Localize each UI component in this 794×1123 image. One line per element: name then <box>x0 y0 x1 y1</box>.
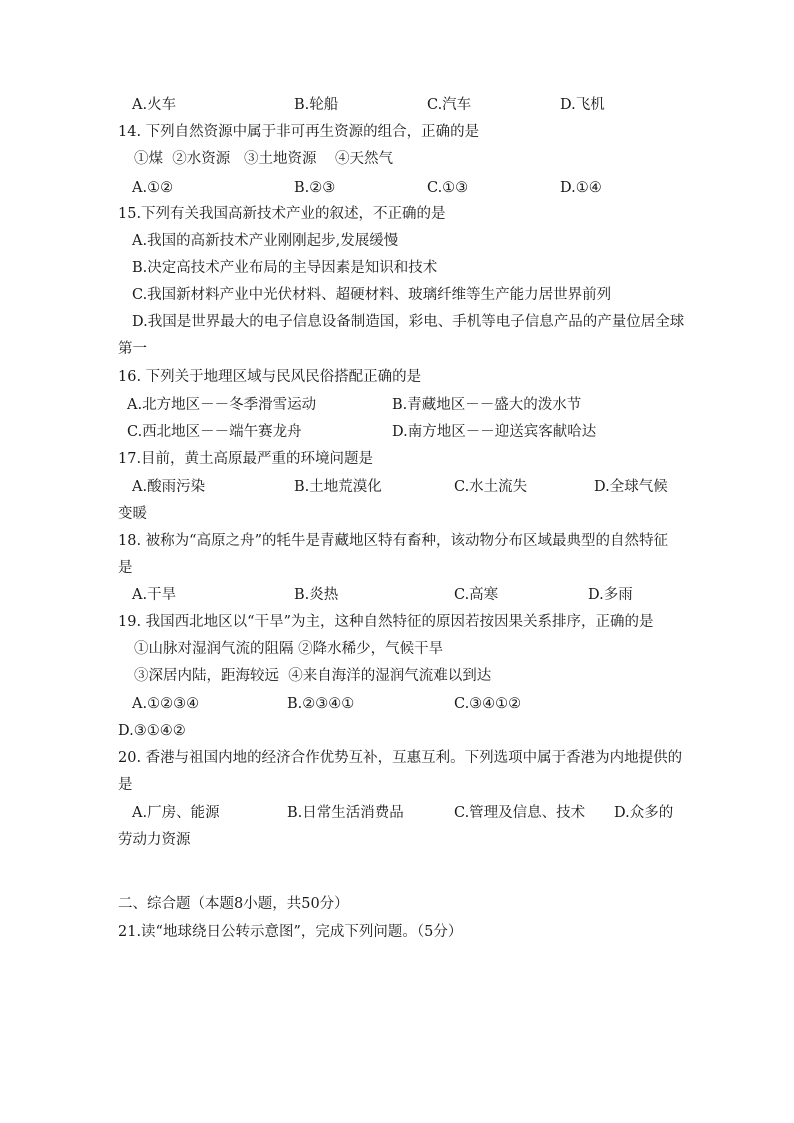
q17-continuation: 变暖 <box>118 506 147 522</box>
q20-option-b: B.日常生活消费品 <box>287 805 404 821</box>
q15-option-a: A.我国的高新技术产业刚刚起步,发展缓慢 <box>132 233 399 249</box>
q14-option-b: B.②③ <box>294 180 336 196</box>
q13-option-c: C.汽车 <box>427 97 472 113</box>
q17-option-d: D.全球气候 <box>594 479 668 495</box>
q13-option-a: A.火车 <box>132 97 177 113</box>
q19-item-line-1: ①山脉对湿润气流的阻隔 ②降水稀少，气候干旱 <box>134 641 444 657</box>
q17-option-a: A.酸雨污染 <box>132 479 206 495</box>
q16-option-d: D.南方地区－－迎送宾客献哈达 <box>392 424 597 440</box>
q16-stem: 16. 下列关于地理区域与民风民俗搭配正确的是 <box>118 369 422 385</box>
q14-option-c: C.①③ <box>427 180 469 196</box>
q20-option-d: D.众多的 <box>614 805 674 821</box>
q18-stem: 18. 被称为“高原之舟”的牦牛是青藏地区特有畜种，该动物分布区域最典型的自然特征 <box>118 533 668 549</box>
q18-continuation: 是 <box>118 560 133 576</box>
q20-option-a: A.厂房、能源 <box>132 805 220 821</box>
q14-option-d: D.①④ <box>560 180 602 196</box>
q15-stem: 15.下列有关我国高新技术产业的叙述，不正确的是 <box>118 206 446 222</box>
q20-stem: 20. 香港与祖国内地的经济合作优势互补，互惠互利。下列选项中属于香港为内地提供的 <box>118 750 683 766</box>
q14-items: ①煤 ②水资源 ③土地资源 ④天然气 <box>134 151 393 167</box>
q18-option-a: A.干旱 <box>132 587 177 603</box>
q20-option-c: C.管理及信息、技术 <box>454 805 586 821</box>
q14-option-a: A.①② <box>132 180 174 196</box>
q17-stem: 17.目前，黄土高原最严重的环境问题是 <box>118 451 374 467</box>
q17-option-b: B.土地荒漠化 <box>294 479 382 495</box>
q15-option-c: C.我国新材料产业中光伏材料、超硬材料、玻璃纤维等生产能力居世界前列 <box>132 287 612 303</box>
q21-stem: 21.读“地球绕日公转示意图”，完成下列问题。（5分） <box>118 924 463 940</box>
q16-option-c: C.西北地区－－端午赛龙舟 <box>127 424 302 440</box>
q19-option-b: B.②③④① <box>287 696 355 712</box>
q18-option-c: C.高寒 <box>454 587 499 603</box>
q19-item-line-2: ③深居内陆，距海较远 ④来自海洋的湿润气流难以到达 <box>134 668 492 684</box>
q16-option-a: A.北方地区－－冬季滑雪运动 <box>127 397 317 413</box>
q20-continuation: 是 <box>118 777 133 793</box>
q15-continuation: 第一 <box>118 341 147 357</box>
q15-option-d: D.我国是世界最大的电子信息设备制造国，彩电、手机等电子信息产品的产量位居全球 <box>132 314 685 330</box>
q19-option-d: D.③①④② <box>118 723 186 739</box>
q14-stem: 14. 下列自然资源中属于非可再生资源的组合，正确的是 <box>118 124 480 140</box>
q13-option-b: B.轮船 <box>294 97 339 113</box>
q18-option-b: B.炎热 <box>294 587 339 603</box>
q15-option-b: B.决定高技术产业布局的主导因素是知识和技术 <box>132 260 438 276</box>
q13-option-d: D.飞机 <box>560 97 605 113</box>
q17-option-c: C.水土流失 <box>454 479 528 495</box>
q19-option-c: C.③④①② <box>454 696 522 712</box>
q16-option-b: B.青藏地区－－盛大的泼水节 <box>392 397 582 413</box>
q19-stem: 19. 我国西北地区以“干旱”为主，这种自然特征的原因若按因果关系排序，正确的是 <box>118 614 654 630</box>
q19-option-a: A.①②③④ <box>132 696 200 712</box>
section-heading: 二、综合题（本题8小题，共50分） <box>118 896 349 912</box>
q20-continuation-2: 劳动力资源 <box>118 832 191 848</box>
q18-option-d: D.多雨 <box>588 587 633 603</box>
